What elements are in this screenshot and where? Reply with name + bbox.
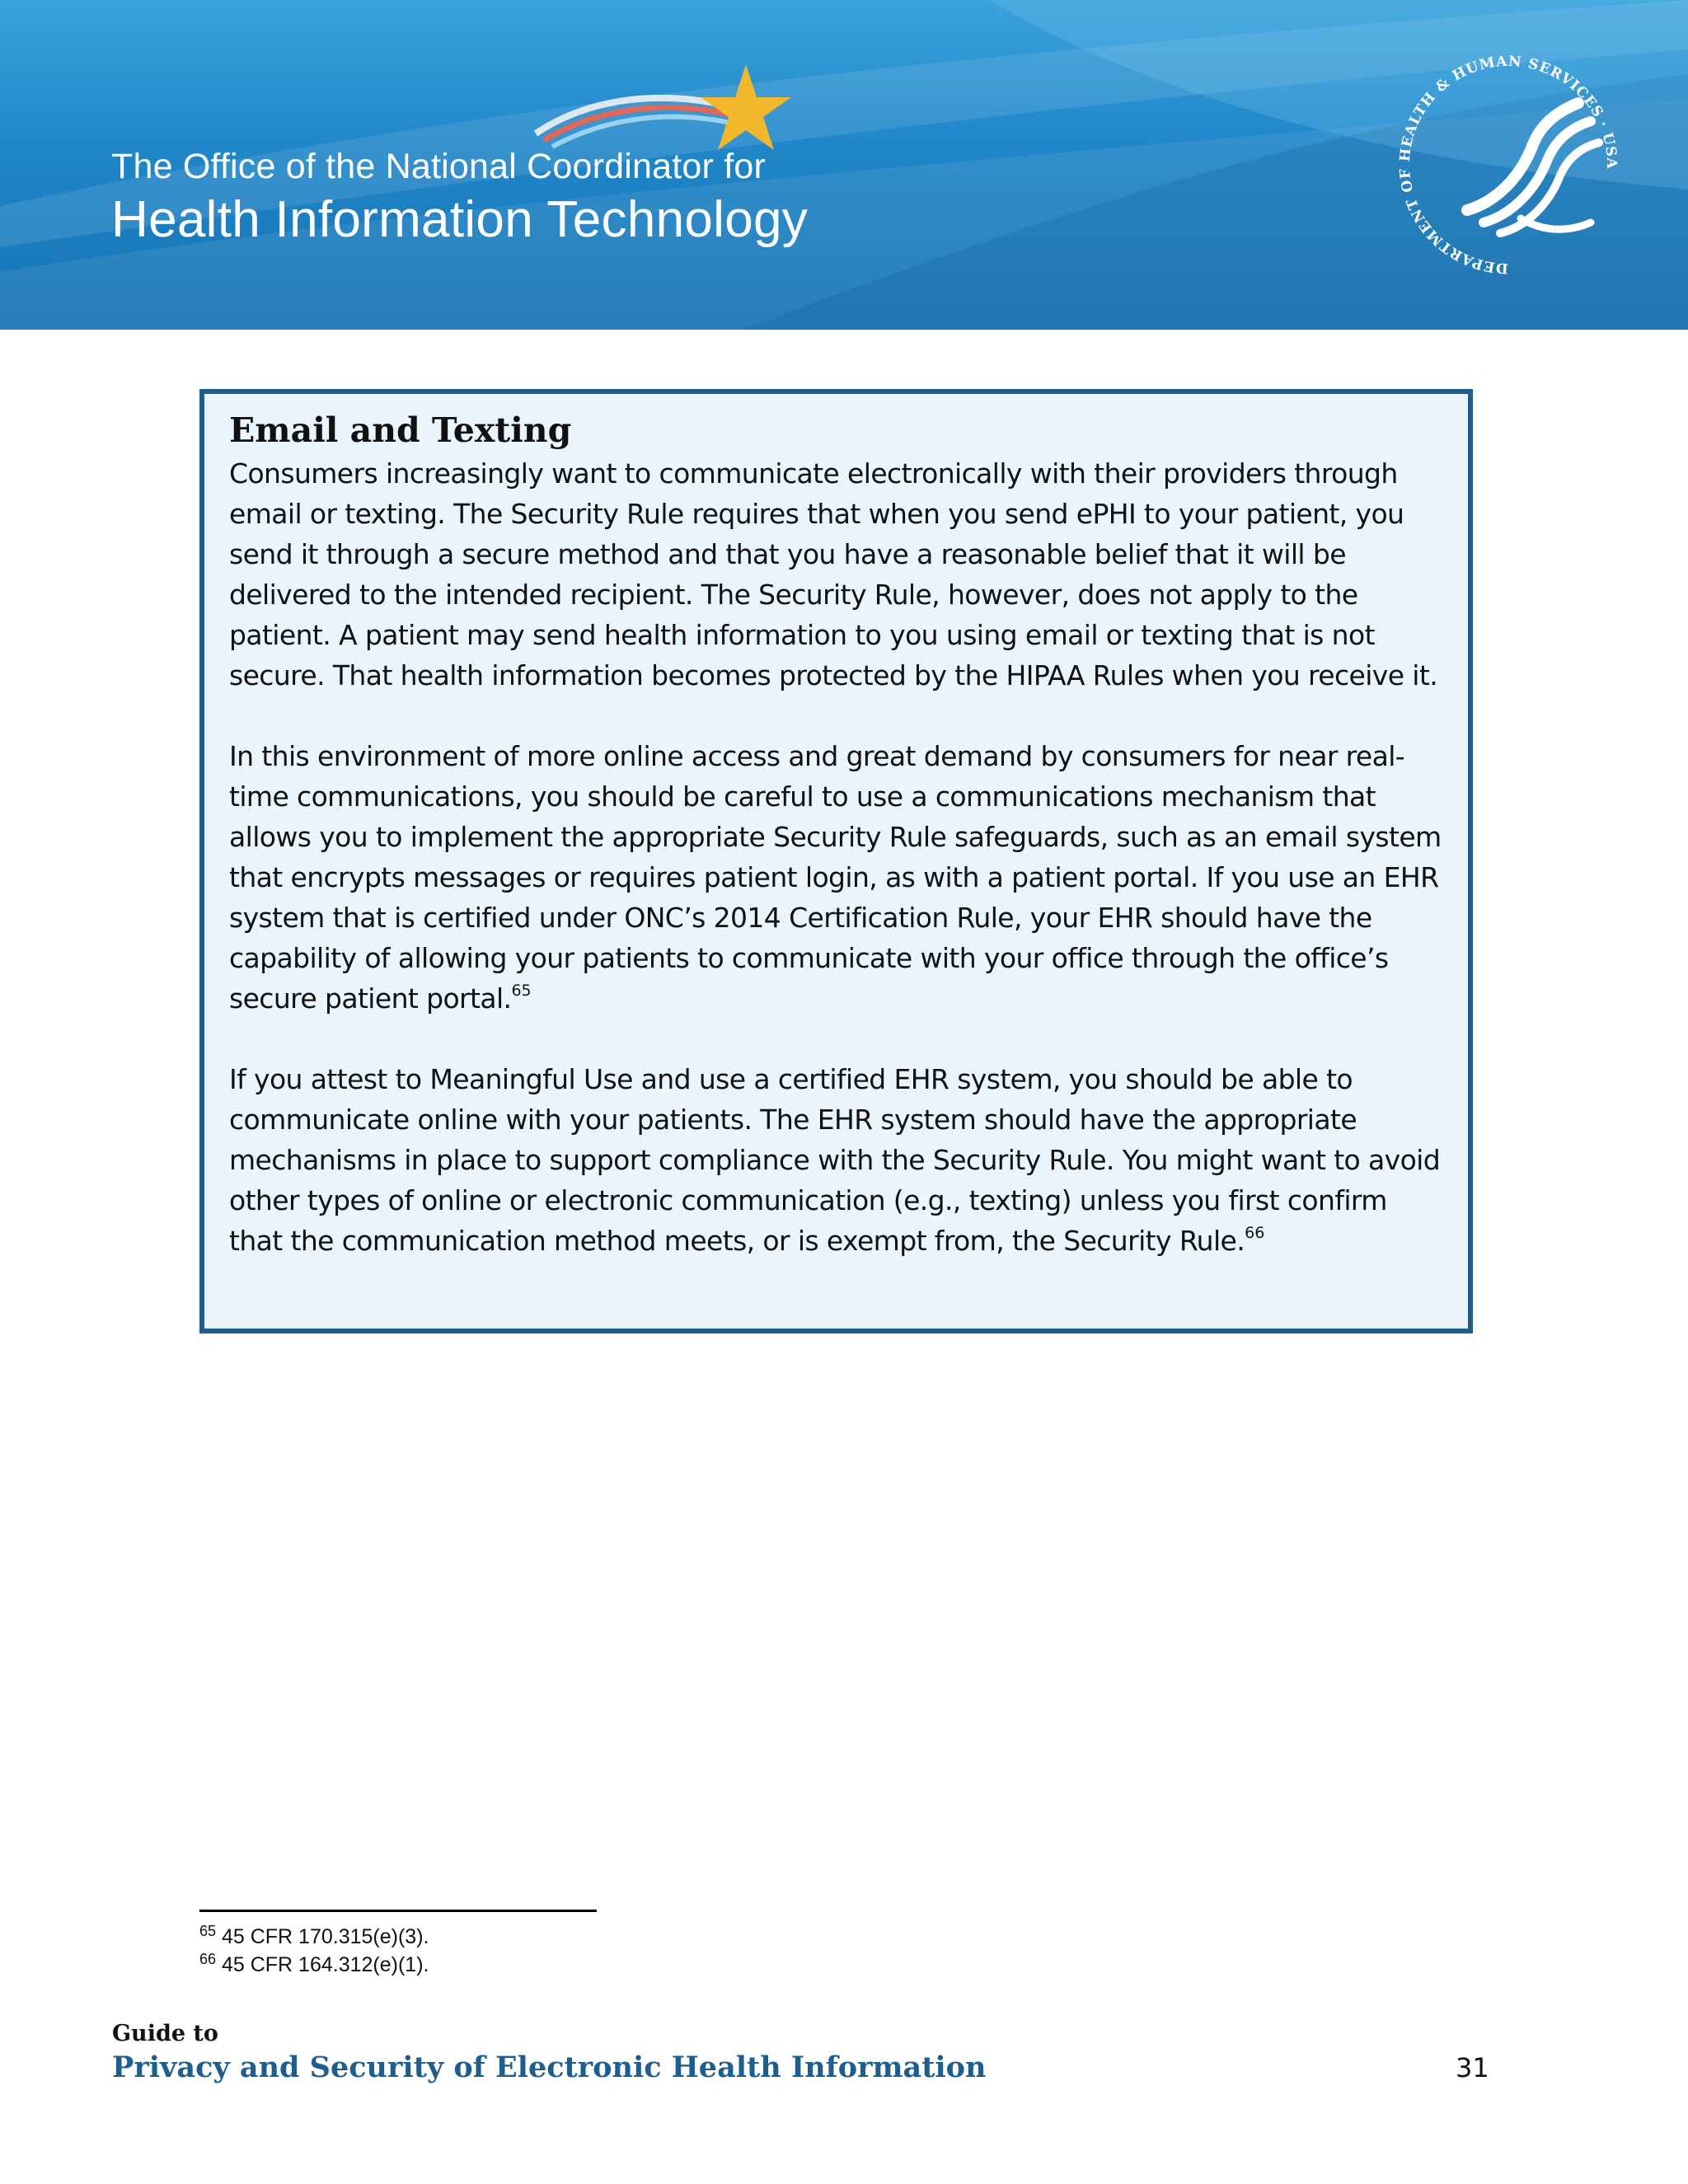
page-number: 31: [1456, 2052, 1489, 2083]
footnote-65: [199, 1923, 429, 1951]
footnotes: [199, 1923, 429, 1979]
footnote-number: 66: [199, 1951, 217, 1967]
email-texting-callout: [199, 389, 1473, 1333]
onc-logo: [111, 147, 808, 249]
footnote-ref-65[interactable]: 65: [511, 982, 532, 1000]
logo-line-2: Health Information Technology: [111, 191, 809, 248]
footnote-ref-66[interactable]: 66: [1245, 1224, 1265, 1242]
callout-paragraph-3: [229, 1059, 1445, 1261]
footnote-separator: [199, 1910, 597, 1912]
callout-title: Email and Texting: [229, 410, 572, 450]
footnote-number: 65: [199, 1923, 217, 1939]
callout-paragraph-2: [229, 736, 1445, 1019]
header-banner: [0, 0, 1688, 330]
callout-paragraph-1: [229, 453, 1445, 696]
paragraph-3-text: If you attest to Meaningful Use and use a certified EHR system, you should be able to communicate online with your patients. The EHR system should have the appropriate mechanisms in place to support compliance with the Security Rule. You might want to avoid other types of online or electronic communication (e.g., texting) unless you first confirm that the communication method meets, or is exempt from, the Security Rule.: [229, 1063, 1441, 1257]
footnote-text: 45 CFR 164.312(e)(1).: [216, 1953, 429, 1976]
seal-text: DEPARTMENT OF HEALTH & HUMAN SERVICES · USA: [1396, 53, 1620, 277]
paragraph-1-text: Consumers increasingly want to communicate electronically with their providers through email or texting. The Security Rule requires that when you send ePHI to your patient, you send it through a secure method and that you have a reasonable belief that it will be delivered to the intended recipient. The Security Rule, however, does not apply to the patient. A patient may send health information to you using email or texting that is not secure. That health information becomes protected by the HIPAA Rules when you receive it.: [229, 457, 1438, 691]
footer-document-title: Privacy and Security of Electronic Health Information: [112, 2050, 987, 2084]
footnote-text: 45 CFR 170.315(e)(3).: [216, 1925, 429, 1948]
svg-text:DEPARTMENT OF HEALTH & HUMAN S: [1397, 54, 1620, 276]
hhs-seal-icon: [1389, 45, 1628, 284]
footnote-66: [199, 1951, 429, 1979]
logo-line-1: The Office of the National Coordinator for: [111, 147, 766, 186]
footer-guide-label: Guide to: [112, 2021, 218, 2046]
paragraph-2-text: In this environment of more online access and great demand by consumers for near real-time communications, you should be careful to use a communications mechanism that allows you to implement the appropriate Security Rule safeguards, such as an email system that encrypts messages or requires patient login, as with a patient portal. If you use an EHR system that is certified under ONC’s 2014 Certification Rule, your EHR should have the capability of allowing your patients to communicate with your office through the office’s secure patient portal.: [229, 740, 1442, 1015]
